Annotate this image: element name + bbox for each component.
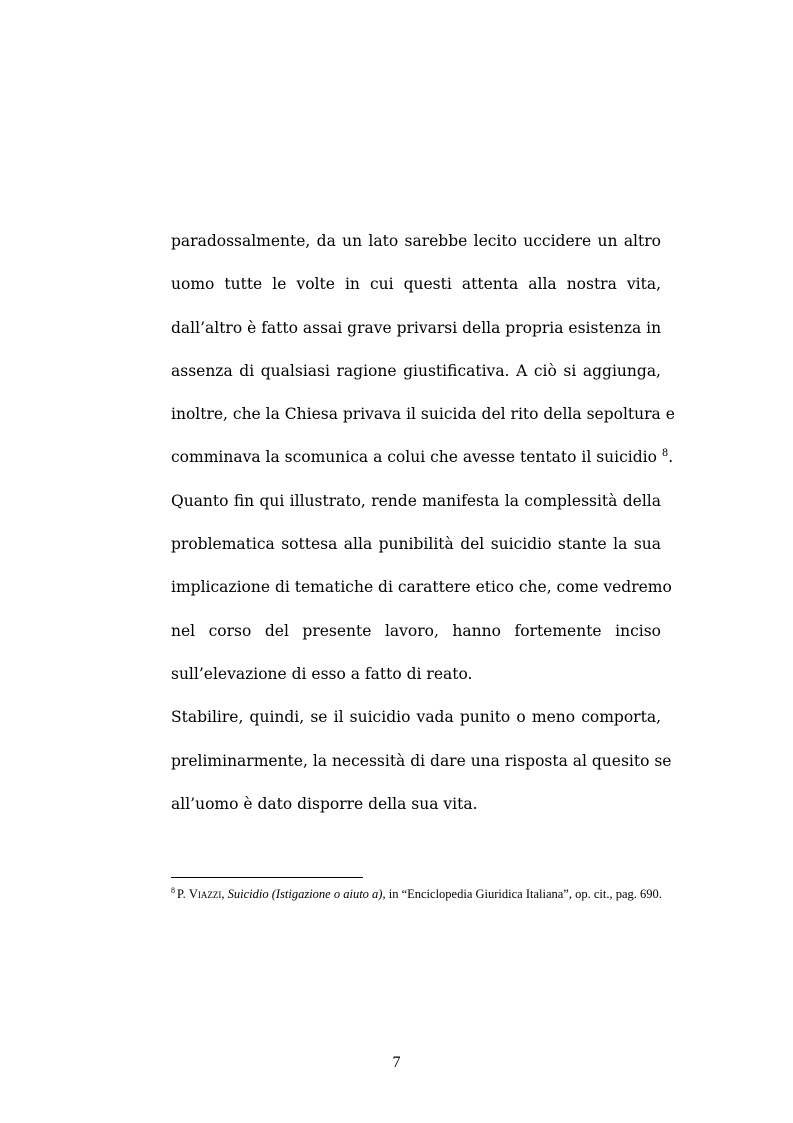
footnote-author-surname: Viazzi: [188, 887, 222, 901]
text-line: uomo tutte le volte in cui questi attenta alla nostra vita,: [171, 275, 661, 294]
text-line: all’uomo è dato disporre della sua vita.: [171, 794, 478, 813]
footnote-separator: [171, 877, 363, 878]
text-line: preliminarmente, la necessità di dare una risposta al quesito se: [171, 751, 672, 770]
body-text: [171, 223, 675, 829]
text-line: Quanto fin qui illustrato, rende manifesta la complessità della: [171, 491, 661, 510]
text-line: inoltre, che la Chiesa privava il suicida del rito della sepoltura e: [171, 405, 675, 424]
text-line-content: comminava la scomunica a colui che avesse tentato il suicidio: [171, 448, 657, 467]
text-line: dall’altro è fatto assai grave privarsi della propria esistenza in: [171, 318, 662, 337]
text-line-with-footnote-ref: [171, 439, 674, 482]
footnote-title: Suicidio (Istigazione o aiuto a): [227, 887, 383, 901]
footnote-number: 8: [171, 886, 175, 895]
text-line: assenza di qualsiasi ragione giustificativa. A ciò si aggiunga,: [171, 361, 661, 380]
text-line: sull’elevazione di esso a fatto di reato.: [171, 664, 473, 683]
footnote-citation: , in “Enciclopedia Giuridica Italiana”, op. cit., pag. 690.: [382, 887, 662, 901]
text-line: paradossalmente, da un lato sarebbe lecito uccidere un altro: [171, 232, 661, 250]
footnote: $^8$ P. Viazzi, Suicidio (Istigazione o aiuto a), in “Enciclopedia Giuridica Italiana”, op. cit., pag. 690.: [171, 886, 662, 901]
footnote-reference[interactable]: 8: [661, 448, 669, 460]
text-line: implicazione di tematiche di carattere etico che, come vedremo: [171, 578, 672, 597]
text-line: Stabilire, quindi, se il suicidio vada punito o meno comporta,: [171, 708, 661, 727]
text-line: problematica sottesa alla punibilità del suicidio stante la sua: [171, 535, 661, 554]
page-number: 7: [392, 1054, 401, 1071]
text-line: nel corso del presente lavoro, hanno fortemente inciso: [171, 621, 661, 640]
footnote-reference-trailing: .: [668, 448, 674, 467]
footnote-author-initial: P.: [177, 887, 186, 901]
